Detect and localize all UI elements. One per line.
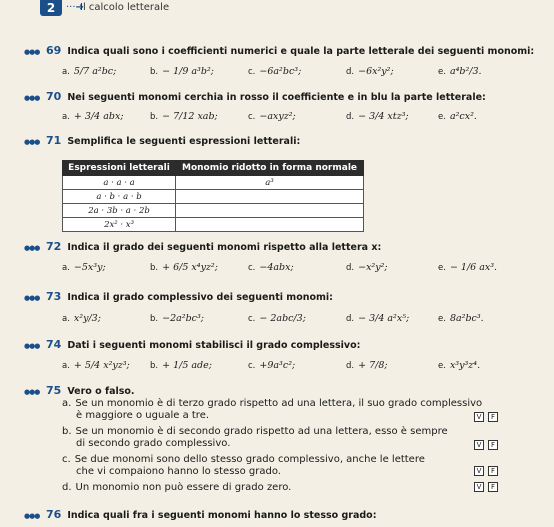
answer-cell[interactable] (176, 218, 364, 232)
chapter-number: 2 (40, 0, 62, 16)
exercise-73: ●●● 73 Indica il grado complessivo dei seguenti monomi: (24, 290, 333, 303)
answer-cell[interactable] (176, 204, 364, 218)
exercise-70: ●●● 70 Nei seguenti monomi cerchia in rosso il coefficiente e in blu la parte letterale: (24, 90, 486, 103)
false-checkbox[interactable]: F (488, 466, 498, 476)
column-header: Espressioni letterali (63, 161, 176, 176)
monomial: − 1/9 a³b²; (162, 66, 214, 77)
exercise-76: ●●● 76 Indica quali fra i seguenti monomi hanno lo stesso grado: (24, 508, 377, 521)
monomial: −6a²bc³; (259, 66, 302, 77)
true-checkbox[interactable]: V (474, 440, 484, 450)
page-header (0, 0, 554, 16)
exercise-number: 69 (46, 44, 62, 57)
true-false-item: b. Se un monomio è di secondo grado rispetto ad una lettera, esso è sempre di secondo grado complessivo. (62, 426, 448, 449)
exercise-69 (24, 44, 534, 58)
false-checkbox[interactable]: F (488, 412, 498, 422)
exercise-74: ●●● 74 Dati i seguenti monomi stabilisci il grado complessivo: (24, 338, 361, 351)
table-row: a · a · a a³ (63, 176, 364, 190)
exercise-71: ●●● 71 Semplifica le seguenti espressioni letterali: (24, 134, 301, 147)
table-row: 2a · 3b · a · 2b (63, 204, 364, 218)
monomial: −6x²y²; (358, 66, 394, 77)
false-checkbox[interactable]: F (488, 482, 498, 492)
exercise-75: ●●● 75 Vero o falso. (24, 384, 135, 397)
true-false-item: c. Se due monomi sono dello stesso grado complessivo, anche le lettere che vi compaiono hanno lo stesso grado. (62, 454, 425, 477)
true-false-item: a. Se un monomio è di terzo grado rispetto ad una lettera, il suo grado complessivo è maggiore o uguale a tre. (62, 398, 483, 421)
difficulty-dots: ●●● (24, 47, 40, 56)
true-checkbox[interactable]: V (474, 482, 484, 492)
monomial: a⁴b²/3. (449, 66, 482, 77)
answer-cell[interactable]: a³ (176, 176, 364, 190)
true-checkbox[interactable]: V (474, 466, 484, 476)
true-checkbox[interactable]: V (474, 412, 484, 422)
section-title: Il calcolo letterale (80, 2, 170, 13)
exercise-72: ●●● 72 Indica il grado dei seguenti monomi rispetto alla lettera x: (24, 240, 382, 253)
table-row: 2x² · x³ (63, 218, 364, 232)
table-row: a · b · a · b (63, 190, 364, 204)
exercise-question: Indica quali sono i coefficienti numerici e quale la parte letterale dei seguenti monomi: (67, 46, 535, 57)
false-checkbox[interactable]: F (488, 440, 498, 450)
arrow-icon: ···➜ (66, 2, 84, 13)
answer-cell[interactable] (176, 190, 364, 204)
monomial: 5/7 a²bc; (73, 66, 117, 77)
column-header: Monomio ridotto in forma normale (176, 161, 364, 176)
simplification-table (62, 160, 364, 232)
true-false-item: d. Un monomio non può essere di grado zero. (62, 482, 292, 493)
